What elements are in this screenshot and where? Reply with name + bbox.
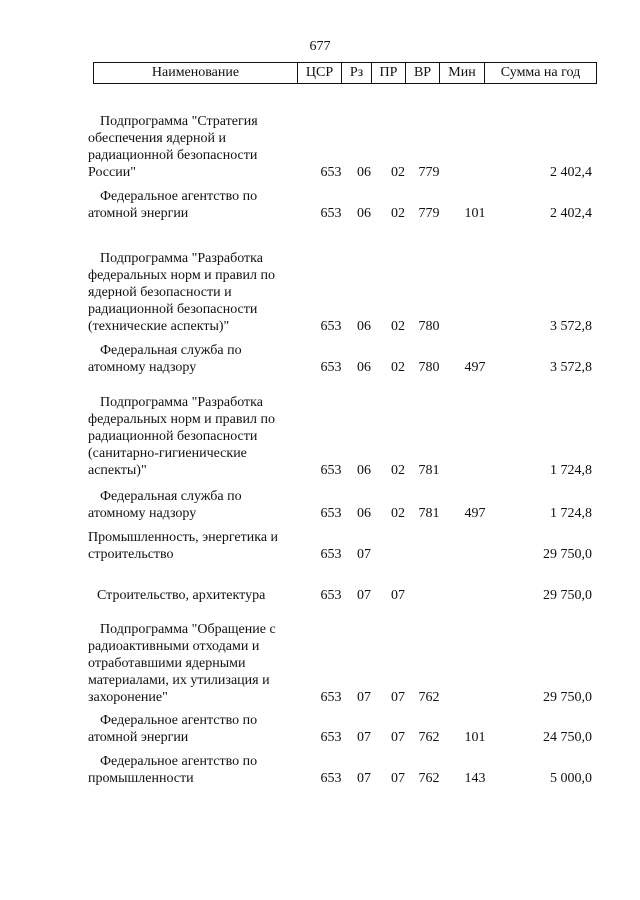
row-sum: 5 000,0 (550, 771, 592, 786)
row-rz: 06 (357, 360, 371, 375)
row-pr: 02 (391, 319, 405, 334)
row-vr: 762 (418, 690, 440, 705)
row-min: 497 (464, 506, 486, 521)
row-name: Федеральное агентство по промышленности (88, 754, 258, 786)
row-vr: 780 (418, 319, 440, 334)
row-sum: 29 750,0 (543, 547, 592, 562)
row-min: 101 (464, 206, 486, 221)
row-sum: 29 750,0 (543, 690, 592, 705)
table-row (0, 529, 640, 563)
row-rz: 07 (357, 771, 371, 786)
table-row (0, 753, 640, 787)
row-vr: 762 (418, 730, 440, 745)
row-name: Федеральное агентство по атомной энергии (88, 713, 258, 745)
row-pr: 07 (391, 730, 405, 745)
table-header (93, 62, 597, 84)
row-csr: 653 (320, 360, 342, 375)
table-row (0, 188, 640, 222)
row-pr: 02 (391, 463, 405, 478)
row-pr: 02 (391, 206, 405, 221)
row-csr: 653 (320, 730, 342, 745)
row-sum: 2 402,4 (550, 206, 592, 221)
table-row (0, 394, 640, 479)
row-vr: 781 (418, 463, 440, 478)
header-min: Мин (439, 63, 484, 83)
row-csr: 653 (320, 206, 342, 221)
row-name: Федеральная служба по атомному надзору (88, 343, 242, 375)
row-rz: 07 (357, 588, 371, 603)
row-pr: 07 (391, 588, 405, 603)
row-name: Подпрограмма "Обращение с радиоактивными отходами и отработавшими ядерными материалами, их утилизация и захоронение" (88, 622, 276, 705)
page-number: 677 (309, 39, 331, 54)
row-min: 497 (464, 360, 486, 375)
row-name: Подпрограмма "Разработка федеральных норм и правил по ядерной безопасности и радиационной безопасности (технические аспекты)" (88, 251, 275, 334)
row-rz: 07 (357, 730, 371, 745)
header-rz: Рз (341, 63, 371, 83)
table-row (0, 621, 640, 706)
row-name: Федеральная служба по атомному надзору (88, 489, 242, 521)
table-row (0, 488, 640, 522)
table-row (0, 712, 640, 746)
row-pr: 07 (391, 690, 405, 705)
header-sum: Сумма на год (484, 63, 596, 83)
row-csr: 653 (320, 506, 342, 521)
row-name: Строительство, архитектура (97, 588, 266, 603)
row-sum: 29 750,0 (543, 588, 592, 603)
row-sum: 3 572,8 (550, 319, 592, 334)
row-csr: 653 (320, 165, 342, 180)
row-vr: 779 (418, 165, 440, 180)
row-pr: 02 (391, 165, 405, 180)
row-pr: 07 (391, 771, 405, 786)
row-csr: 653 (320, 771, 342, 786)
row-rz: 07 (357, 547, 371, 562)
row-min: 143 (464, 771, 486, 786)
row-rz: 06 (357, 165, 371, 180)
row-vr: 781 (418, 506, 440, 521)
row-csr: 653 (320, 463, 342, 478)
table-row (0, 113, 640, 181)
row-vr: 779 (418, 206, 440, 221)
row-sum: 24 750,0 (543, 730, 592, 745)
row-rz: 06 (357, 506, 371, 521)
row-rz: 06 (357, 206, 371, 221)
table-row (0, 342, 640, 376)
table-row (0, 250, 640, 335)
row-pr: 02 (391, 506, 405, 521)
row-sum: 1 724,8 (550, 463, 592, 478)
row-csr: 653 (320, 319, 342, 334)
header-vr: ВР (405, 63, 439, 83)
row-rz: 07 (357, 690, 371, 705)
header-name: Наименование (151, 65, 240, 80)
table-row (0, 587, 640, 604)
row-name: Федеральное агентство по атомной энергии (88, 189, 258, 221)
row-name: Подпрограмма "Разработка федеральных норм и правил по радиационной безопасности (санитарно-гигиенические аспекты)" (88, 395, 275, 478)
row-csr: 653 (320, 690, 342, 705)
row-min: 101 (464, 730, 486, 745)
header-pr: ПР (371, 63, 405, 83)
row-csr: 653 (320, 547, 342, 562)
row-rz: 06 (357, 319, 371, 334)
row-name: Промышленность, энергетика и строительство (88, 530, 279, 562)
row-csr: 653 (320, 588, 342, 603)
row-pr: 02 (391, 360, 405, 375)
row-vr: 762 (418, 771, 440, 786)
row-name: Подпрограмма "Стратегия обеспечения ядерной и радиационной безопасности России" (88, 114, 258, 180)
row-sum: 1 724,8 (550, 506, 592, 521)
row-sum: 3 572,8 (550, 360, 592, 375)
row-sum: 2 402,4 (550, 165, 592, 180)
row-rz: 06 (357, 463, 371, 478)
header-csr: ЦСР (297, 63, 341, 83)
row-vr: 780 (418, 360, 440, 375)
